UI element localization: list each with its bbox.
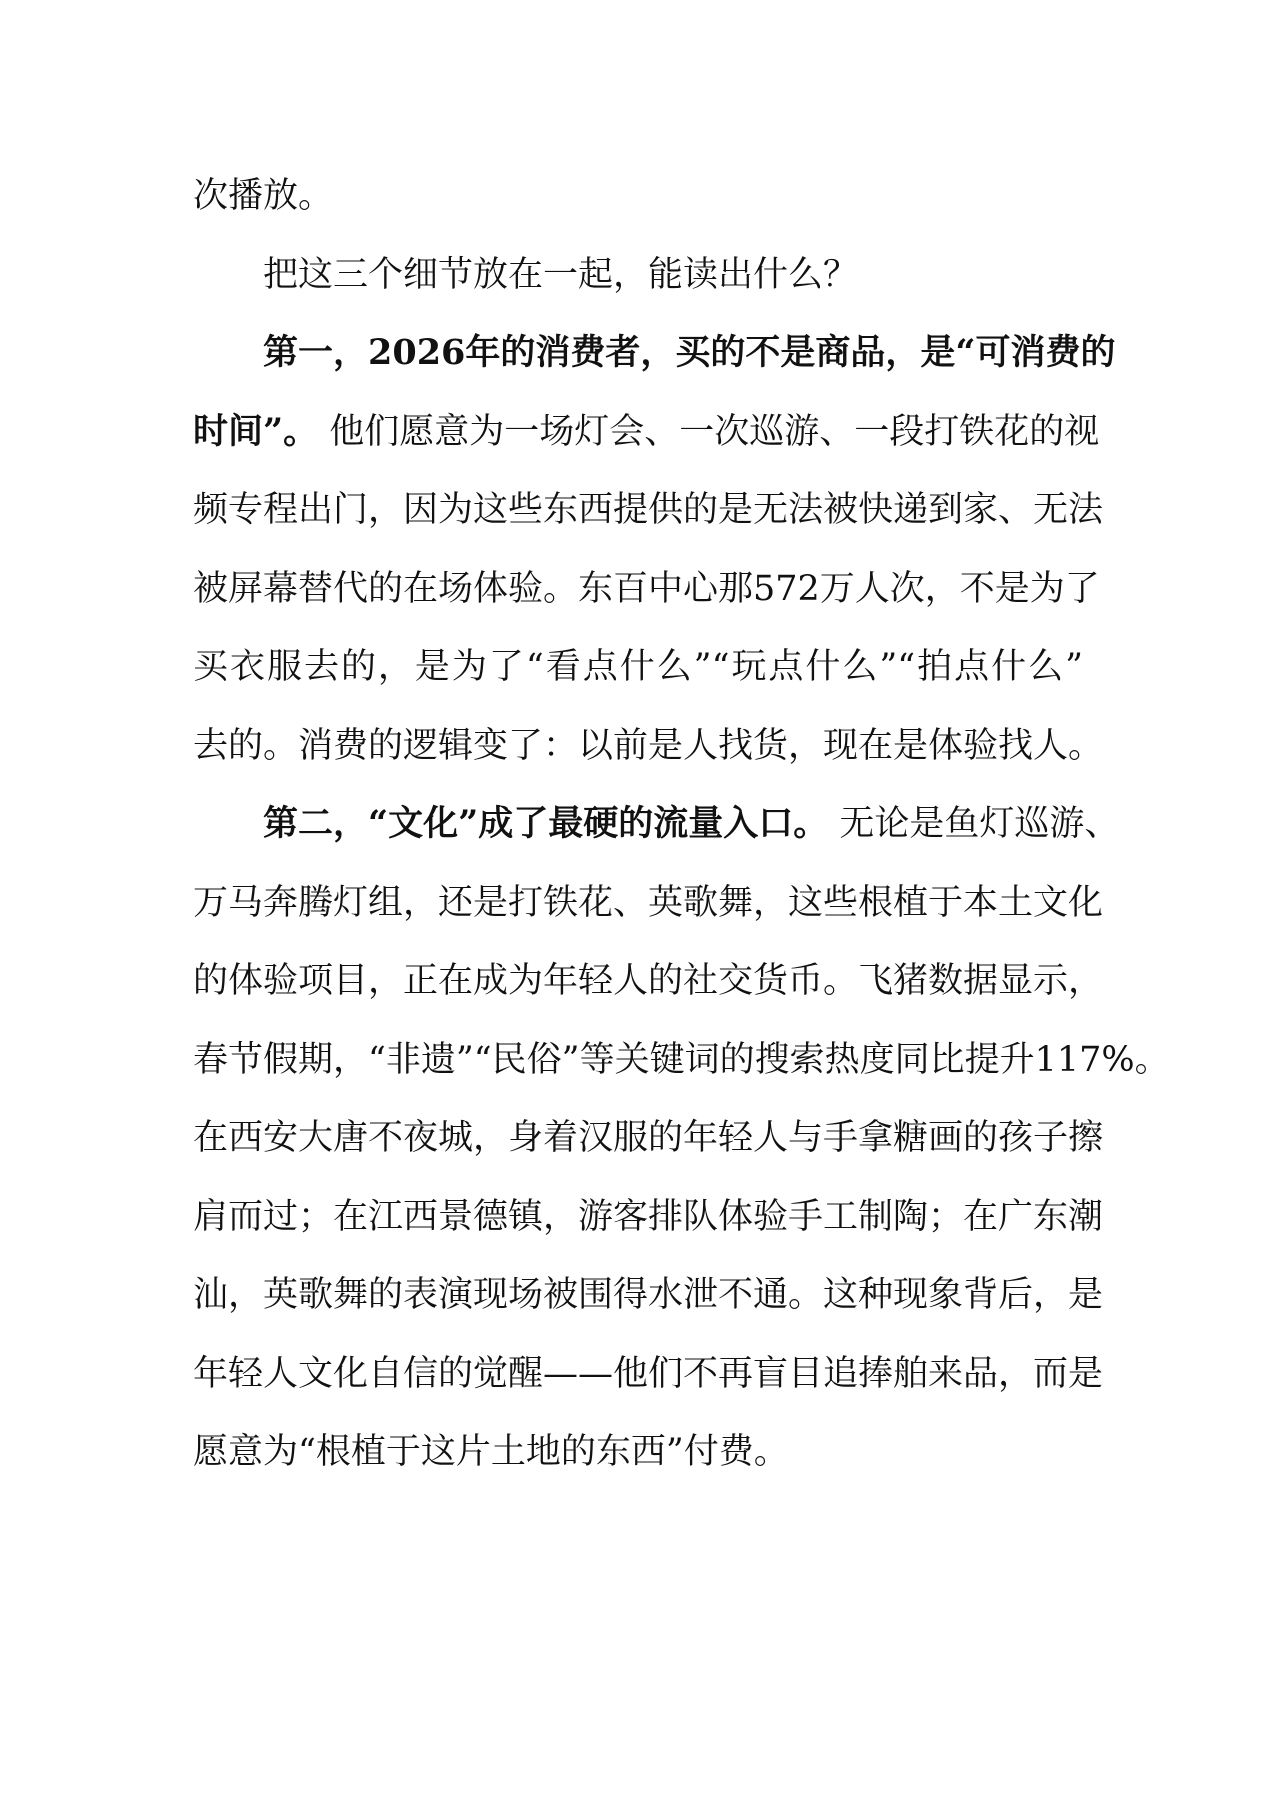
text-line: 的体验项目，正在成为年轻人的社交货币。飞猪数据显示， bbox=[193, 961, 1104, 1001]
text-line bbox=[193, 393, 1100, 472]
bold-lead: 第二，“文化”成了最硬的流量入口。 bbox=[263, 803, 829, 844]
text-line: 买衣服去的，是为了“看点什么”“玩点什么”“拍点什么” bbox=[193, 647, 1083, 687]
text-line: 去的。消费的逻辑变了：以前是人找货，现在是体验找人。 bbox=[193, 725, 1104, 766]
text-line: 年轻人文化自信的觉醒——他们不再盲目追捧舶来品，而是 bbox=[193, 1353, 1104, 1394]
text-line: 愿意为“根植于这片土地的东西”付费。 bbox=[193, 1432, 789, 1472]
text-line: 把这三个细节放在一起，能读出什么？ bbox=[263, 254, 859, 295]
text-line-bold: 第一，2026年的消费者，买的不是商品，是“可消费的 bbox=[263, 332, 1116, 373]
line-rest: 无论是鱼灯巡游、 bbox=[828, 804, 1120, 844]
text-line: 肩而过；在江西景德镇，游客排队体验手工制陶；在广东潮 bbox=[193, 1196, 1104, 1237]
text-line: 被屏幕替代的在场体验。东百中心那572万人次，不是为了 bbox=[193, 568, 1100, 609]
text-line: 次播放。 bbox=[193, 176, 334, 216]
text-line: 频专程出门，因为这些东西提供的是无法被快递到家、无法 bbox=[193, 490, 1104, 530]
bold-lead: 时间”。 bbox=[193, 410, 319, 452]
text-line: 春节假期，“非遗”“民俗”等关键词的搜索热度同比提升117%。 bbox=[193, 1039, 1170, 1080]
text-line: 万马奔腾灯组，还是打铁花、英歌舞，这些根植于本土文化 bbox=[193, 882, 1104, 923]
text-line: 在西安大唐不夜城，身着汉服的年轻人与手拿糖画的孩子擦 bbox=[193, 1118, 1104, 1158]
text-line bbox=[193, 785, 1120, 864]
body-text bbox=[193, 157, 1170, 1492]
line-rest: 他们愿意为一场灯会、一次巡游、一段打铁花的视 bbox=[318, 411, 1100, 452]
text-line: 汕，英歌舞的表演现场被围得水泄不通。这种现象背后，是 bbox=[193, 1275, 1104, 1315]
